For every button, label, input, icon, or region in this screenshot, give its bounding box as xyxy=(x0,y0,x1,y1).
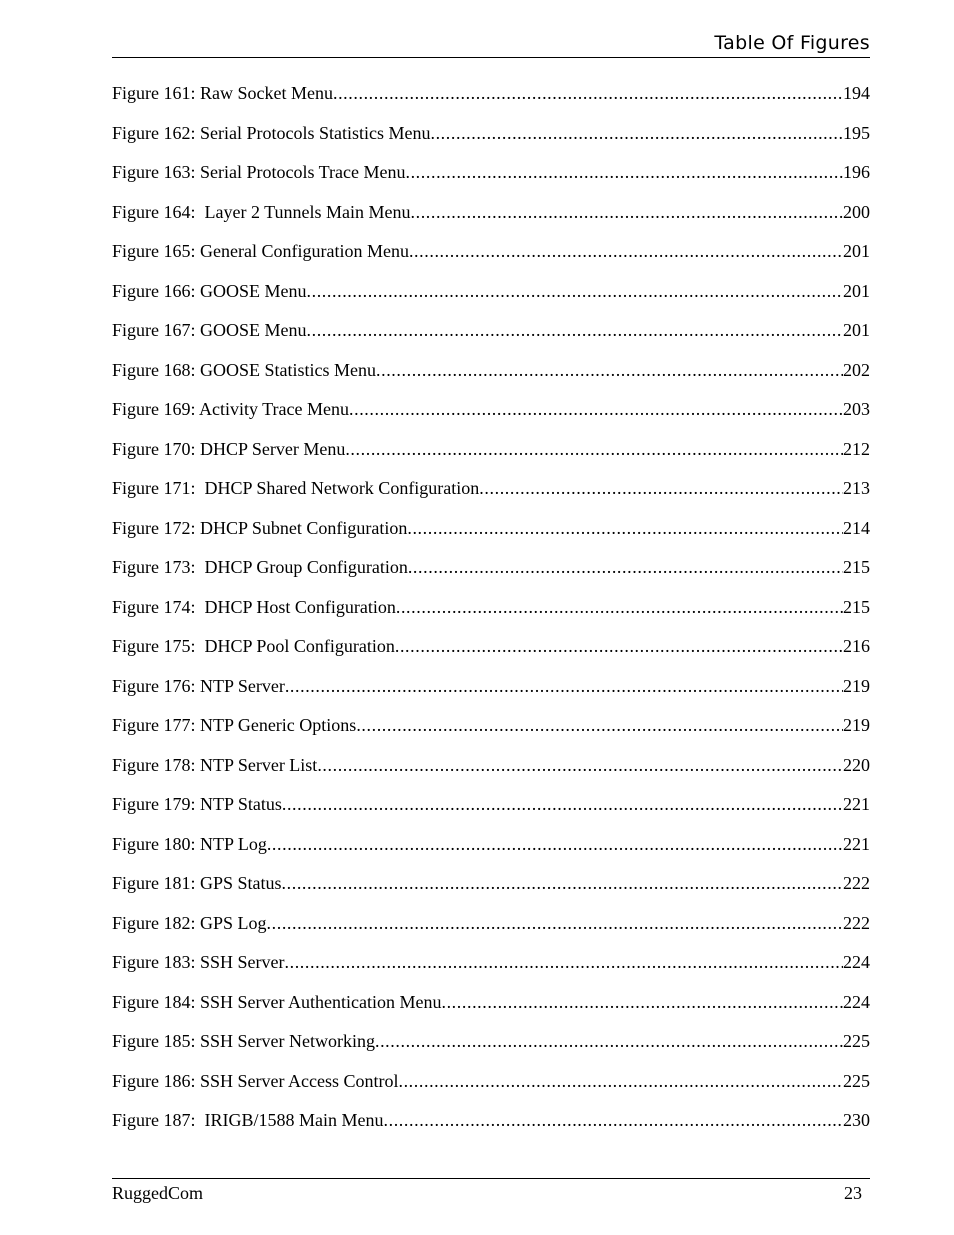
toc-entry-page-number: 202 xyxy=(843,359,870,380)
toc-entry-page-number: 221 xyxy=(843,833,870,854)
toc-entry-page-number: 201 xyxy=(843,320,870,340)
toc-entry-page-number: 212 xyxy=(843,438,870,459)
toc-dot-leader xyxy=(409,239,843,263)
toc-dot-leader xyxy=(267,911,843,935)
toc-dot-leader xyxy=(333,81,843,105)
toc-entry-page-number: 225 xyxy=(843,1070,870,1091)
toc-dot-leader xyxy=(376,358,843,382)
table-of-figures-list xyxy=(112,81,870,1148)
toc-entry-label: Figure 174: DHCP Host Configuration xyxy=(112,596,396,617)
toc-dot-leader xyxy=(396,595,843,619)
toc-entry[interactable] xyxy=(112,437,870,477)
toc-dot-leader xyxy=(282,792,843,816)
toc-dot-leader xyxy=(317,753,843,777)
toc-entry[interactable] xyxy=(112,634,870,674)
toc-entry-page-number: 195 xyxy=(843,122,870,143)
toc-entry-label: Figure 170: DHCP Server Menu xyxy=(112,438,346,459)
toc-entry-page-number: 216 xyxy=(843,636,870,656)
toc-entry[interactable] xyxy=(112,792,870,832)
toc-entry-page-number: 225 xyxy=(843,1031,870,1051)
toc-entry-page-number: 224 xyxy=(843,952,870,972)
toc-entry-page-number: 196 xyxy=(843,162,870,182)
toc-entry-page-number: 222 xyxy=(843,873,870,893)
toc-entry-page-number: 219 xyxy=(843,675,870,696)
toc-dot-leader xyxy=(349,397,843,421)
toc-entry-label: Figure 181: GPS Status xyxy=(112,873,282,893)
toc-entry[interactable] xyxy=(112,1108,870,1148)
toc-entry-label: Figure 162: Serial Protocols Statistics Menu xyxy=(112,122,431,143)
toc-entry-page-number: 214 xyxy=(843,517,870,538)
toc-entry-label: Figure 161: Raw Socket Menu xyxy=(112,83,333,103)
toc-entry-page-number: 220 xyxy=(843,754,870,775)
toc-entry[interactable] xyxy=(112,1069,870,1109)
toc-entry[interactable] xyxy=(112,318,870,358)
toc-entry[interactable] xyxy=(112,279,870,319)
toc-entry-label: Figure 185: SSH Server Networking xyxy=(112,1031,375,1051)
toc-entry-page-number: 213 xyxy=(843,478,870,498)
toc-dot-leader xyxy=(307,279,844,303)
toc-entry-page-number: 224 xyxy=(843,991,870,1012)
toc-dot-leader xyxy=(282,871,843,895)
toc-dot-leader xyxy=(408,555,843,579)
toc-entry-label: Figure 168: GOOSE Statistics Menu xyxy=(112,359,376,380)
toc-entry[interactable] xyxy=(112,121,870,161)
toc-entry-label: Figure 164: Layer 2 Tunnels Main Menu xyxy=(112,201,411,222)
toc-entry-label: Figure 176: NTP Server xyxy=(112,675,285,696)
toc-entry[interactable] xyxy=(112,911,870,951)
toc-entry[interactable] xyxy=(112,358,870,398)
toc-entry-label: Figure 180: NTP Log xyxy=(112,833,267,854)
toc-entry-label: Figure 183: SSH Server xyxy=(112,952,285,972)
toc-entry[interactable] xyxy=(112,1029,870,1069)
toc-entry-page-number: 219 xyxy=(843,715,870,735)
toc-entry-label: Figure 187: IRIGB/1588 Main Menu xyxy=(112,1110,384,1130)
toc-entry-label: Figure 167: GOOSE Menu xyxy=(112,320,307,340)
toc-entry-page-number: 200 xyxy=(843,201,870,222)
toc-entry[interactable] xyxy=(112,832,870,872)
toc-dot-leader xyxy=(405,160,843,184)
toc-entry-label: Figure 177: NTP Generic Options xyxy=(112,715,357,735)
toc-dot-leader xyxy=(441,990,843,1014)
toc-dot-leader xyxy=(267,832,843,856)
toc-entry-page-number: 230 xyxy=(843,1110,870,1130)
toc-entry-label: Figure 171: DHCP Shared Network Configuration xyxy=(112,478,480,498)
footer-company-name: RuggedCom xyxy=(112,1183,204,1203)
toc-dot-leader xyxy=(375,1029,843,1053)
toc-dot-leader xyxy=(398,1069,843,1093)
toc-entry[interactable] xyxy=(112,200,870,240)
toc-entry[interactable] xyxy=(112,753,870,793)
toc-entry-page-number: 203 xyxy=(843,399,870,419)
toc-entry-label: Figure 182: GPS Log xyxy=(112,912,267,933)
toc-entry-label: Figure 184: SSH Server Authentication Menu xyxy=(112,991,442,1012)
toc-dot-leader xyxy=(407,516,843,540)
toc-entry-label: Figure 179: NTP Status xyxy=(112,794,282,814)
toc-dot-leader xyxy=(430,121,843,145)
toc-dot-leader xyxy=(307,318,844,342)
toc-dot-leader xyxy=(356,713,843,737)
toc-entry[interactable] xyxy=(112,397,870,437)
toc-entry-label: Figure 163: Serial Protocols Trace Menu xyxy=(112,162,406,182)
toc-entry-page-number: 201 xyxy=(843,241,870,261)
toc-entry[interactable] xyxy=(112,990,870,1030)
toc-entry[interactable] xyxy=(112,239,870,279)
toc-entry-label: Figure 166: GOOSE Menu xyxy=(112,280,307,301)
toc-entry[interactable] xyxy=(112,555,870,595)
toc-entry-label: Figure 172: DHCP Subnet Configuration xyxy=(112,517,408,538)
toc-dot-leader xyxy=(479,476,843,500)
toc-entry-page-number: 201 xyxy=(843,280,870,301)
toc-entry-label: Figure 178: NTP Server List xyxy=(112,754,318,775)
toc-entry[interactable] xyxy=(112,516,870,556)
toc-entry[interactable] xyxy=(112,160,870,200)
page-footer xyxy=(112,1178,870,1203)
page-header xyxy=(112,30,870,58)
footer-page-number: 23 xyxy=(844,1183,862,1203)
toc-entry[interactable] xyxy=(112,81,870,121)
toc-entry[interactable] xyxy=(112,595,870,635)
toc-dot-leader xyxy=(395,634,843,658)
toc-dot-leader xyxy=(285,950,844,974)
toc-entry[interactable] xyxy=(112,713,870,753)
toc-entry-page-number: 222 xyxy=(843,912,870,933)
toc-entry-label: Figure 175: DHCP Pool Configuration xyxy=(112,636,395,656)
toc-dot-leader xyxy=(345,437,843,461)
toc-entry-label: Figure 186: SSH Server Access Control xyxy=(112,1070,399,1091)
page-header-title: Table Of Figures xyxy=(714,32,870,54)
toc-dot-leader xyxy=(411,200,844,224)
toc-entry-label: Figure 169: Activity Trace Menu xyxy=(112,399,349,419)
toc-entry-page-number: 215 xyxy=(843,596,870,617)
toc-entry[interactable] xyxy=(112,950,870,990)
toc-dot-leader xyxy=(285,674,843,698)
toc-entry[interactable] xyxy=(112,871,870,911)
toc-entry-page-number: 215 xyxy=(843,557,870,577)
toc-entry[interactable] xyxy=(112,476,870,516)
toc-entry-page-number: 194 xyxy=(843,83,870,103)
toc-entry[interactable] xyxy=(112,674,870,714)
toc-entry-page-number: 221 xyxy=(843,794,870,814)
toc-entry-label: Figure 165: General Configuration Menu xyxy=(112,241,409,261)
toc-dot-leader xyxy=(384,1108,844,1132)
toc-entry-label: Figure 173: DHCP Group Configuration xyxy=(112,557,408,577)
